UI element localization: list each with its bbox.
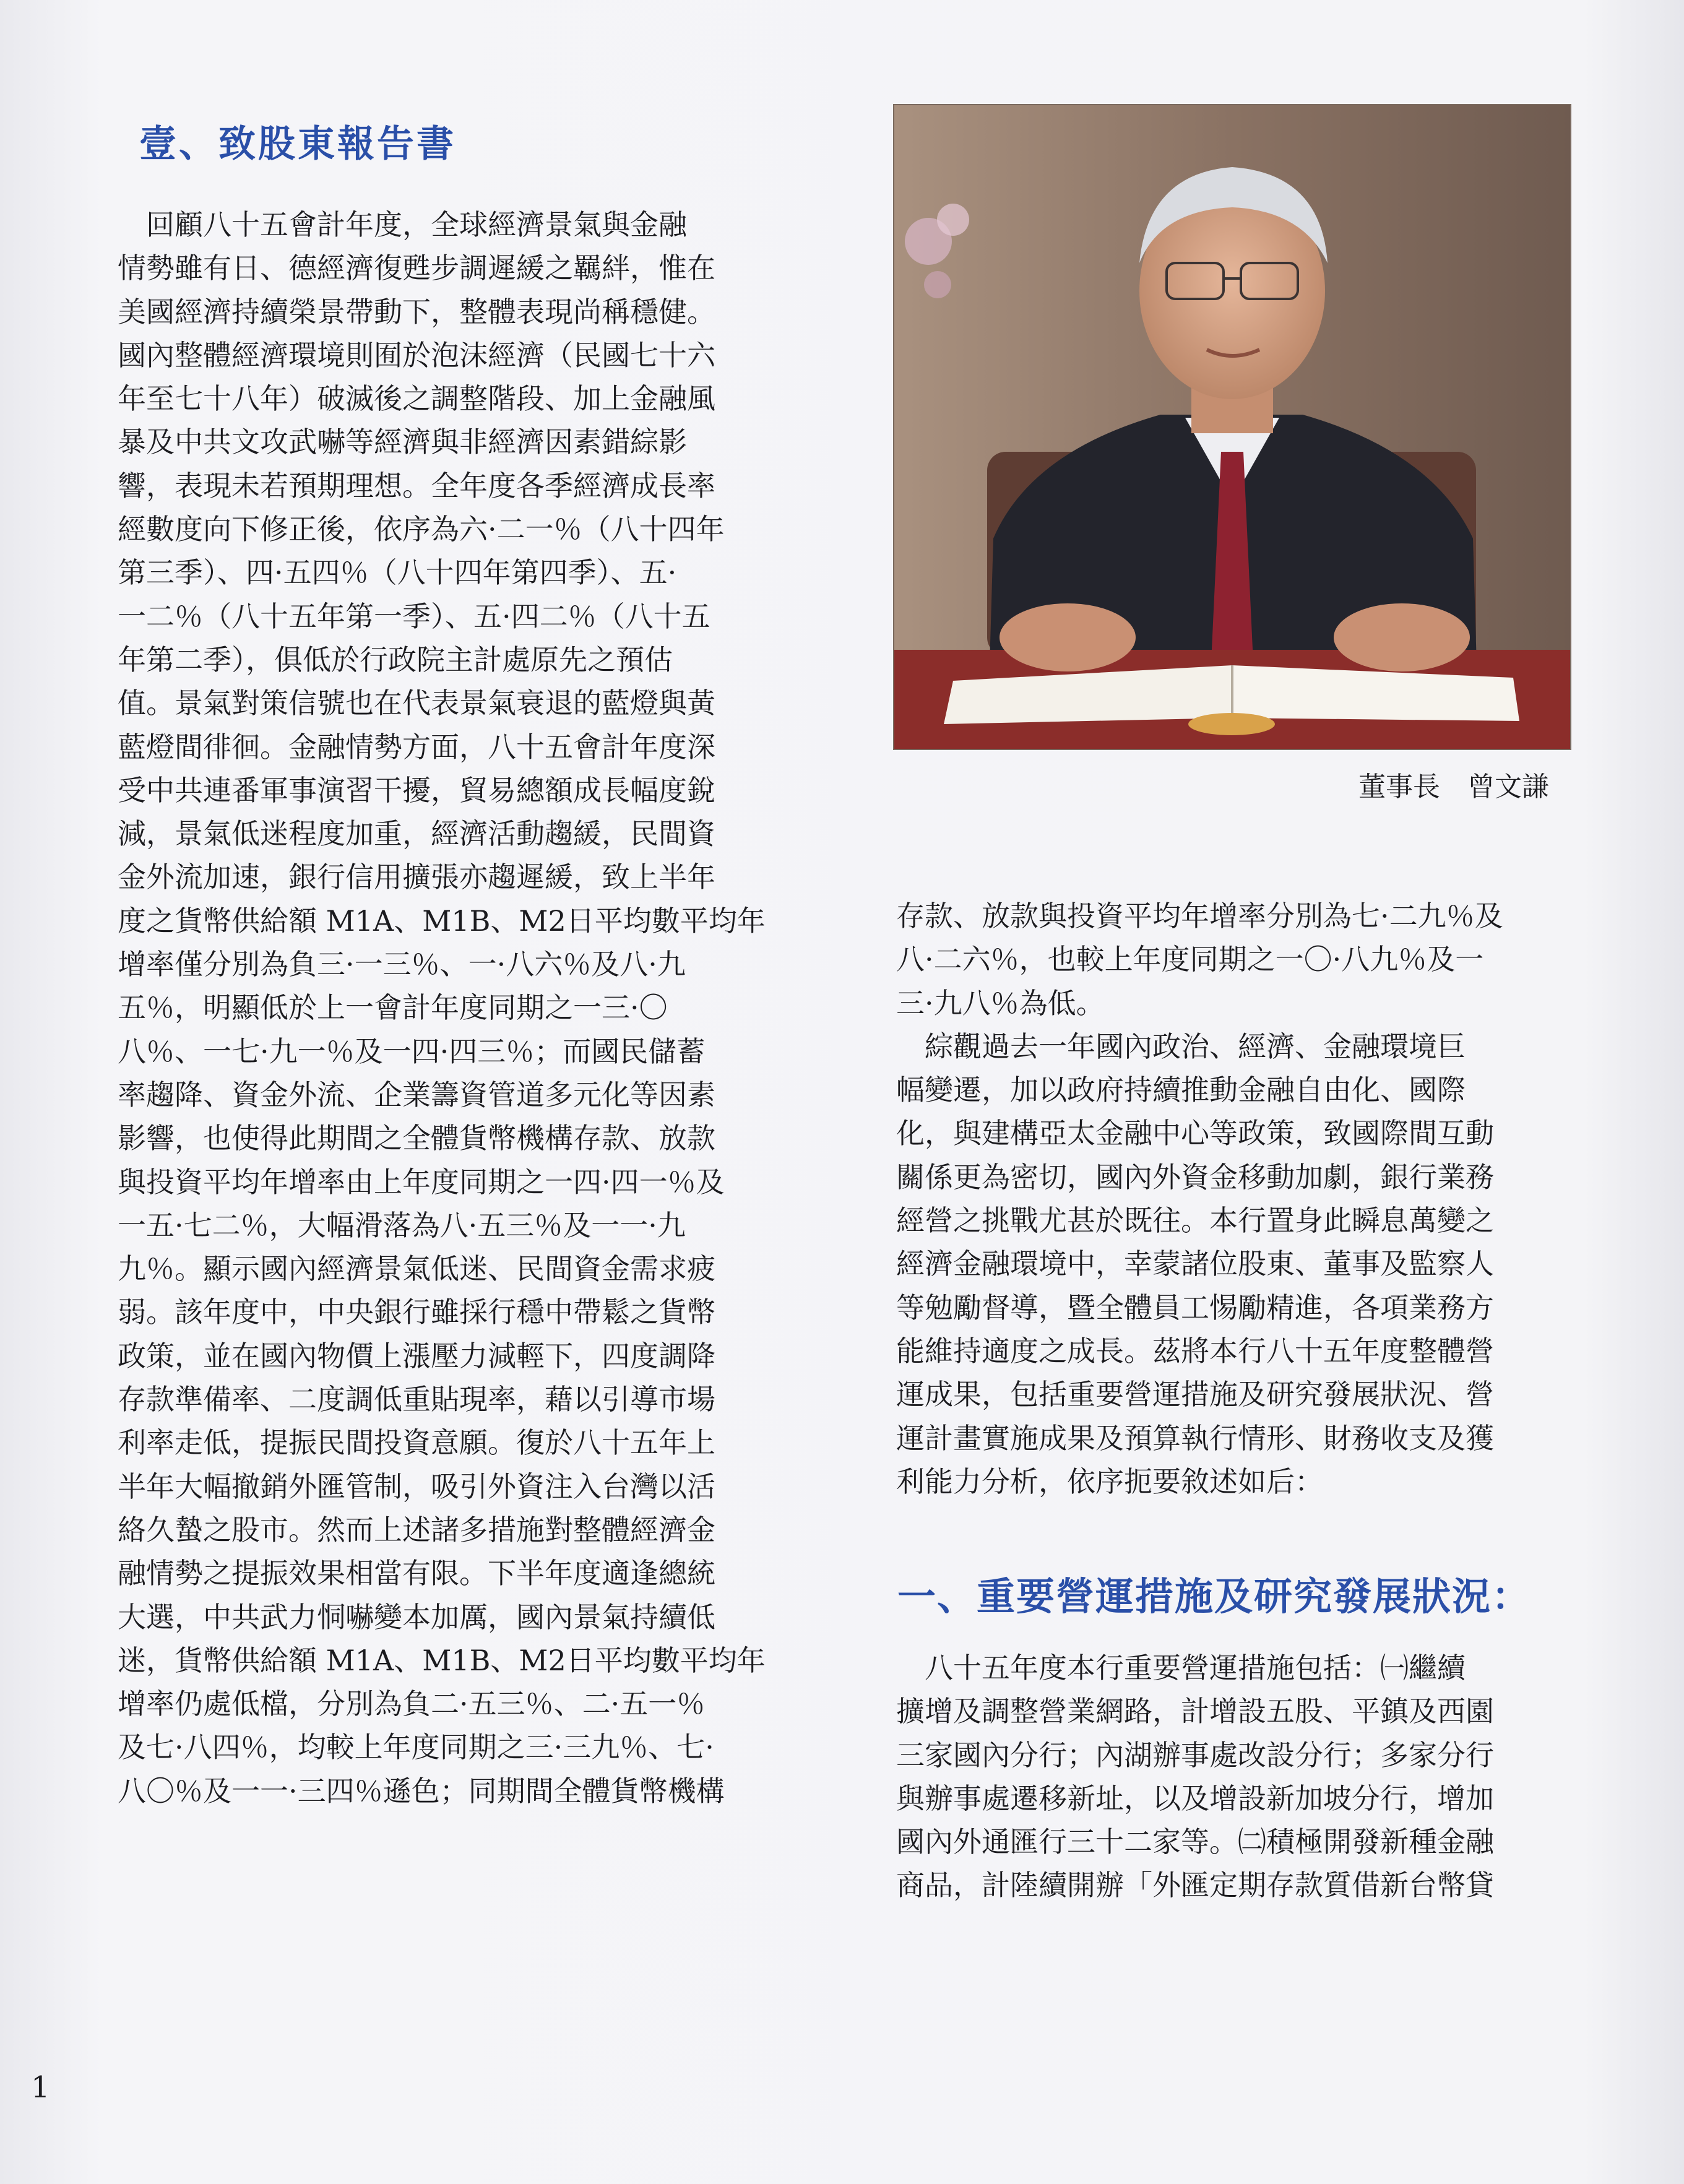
- text-line: 五％，明顯低於上一會計年度同期之一三·〇: [118, 991, 668, 1025]
- text-line: 經營之挑戰尤甚於既往。本行置身此瞬息萬變之: [896, 1204, 1494, 1238]
- text-line: 融情勢之提振效果相當有限。下半年度適逢總統: [118, 1556, 715, 1591]
- left-column-text: [118, 203, 811, 1813]
- text-line: 減，景氣低迷程度加重，經濟活動趨緩，民間資: [118, 817, 715, 851]
- text-line: 運成果，包括重要營運措施及研究發展狀況、營: [896, 1378, 1494, 1412]
- text-line: 利能力分析，依序扼要敘述如后：: [896, 1464, 1323, 1498]
- text-line: 存款、放款與投資平均年增率分別為七·二九％及: [896, 899, 1503, 933]
- text-line: 及七·八四％，均較上年度同期之三·三九％、七·: [118, 1730, 714, 1764]
- text-line: 第三季）、四·五四％（八十四年第四季）、五·: [118, 556, 677, 590]
- text-line: 政策，並在國內物價上漲壓力減輕下，四度調降: [118, 1339, 715, 1373]
- text-line: 受中共連番軍事演習干擾，貿易總額成長幅度銳: [118, 773, 715, 807]
- text-line: 能維持適度之成長。茲將本行八十五年度整體營: [896, 1334, 1494, 1368]
- text-line: 增率僅分別為負三·一三％、一·八六％及八·九: [118, 947, 686, 982]
- text-line: 金外流加速，銀行信用擴張亦趨遲緩，致上半年: [118, 860, 715, 894]
- text-line: 率趨降、資金外流、企業籌資管道多元化等因素: [118, 1077, 715, 1111]
- text-line: 八·二六％，也較上年度同期之一〇·八九％及一: [896, 943, 1484, 977]
- text-line: 度之貨幣供給額 M1A、M1B、M2日平均數平均年: [118, 904, 766, 938]
- text-line: 國內外通匯行三十二家等。㈡積極開發新種金融: [896, 1825, 1494, 1859]
- text-line: 運計畫實施成果及預算執行情形、財務收支及獲: [896, 1421, 1494, 1455]
- text-line: 八〇％及一一·三四％遜色；同期間全體貨幣機構: [118, 1774, 725, 1808]
- text-line: 關係更為密切，國內外資金移動加劇，銀行業務: [896, 1160, 1494, 1194]
- text-line: 存款準備率、二度調低重貼現率，藉以引導市場: [118, 1383, 715, 1417]
- page-number: 1: [31, 2070, 50, 2105]
- text-line: 影響，也使得此期間之全體貨幣機構存款、放款: [118, 1121, 715, 1155]
- section-heading: 一、重要營運措施及研究發展狀況：: [897, 1574, 1532, 1619]
- text-line: 迷，貨幣供給額 M1A、M1B、M2日平均數平均年: [118, 1643, 766, 1677]
- photo-caption: 董事長 曾文謙: [1358, 771, 1549, 803]
- text-line: 八十五年度本行重要營運措施包括：㈠繼續: [896, 1651, 1466, 1685]
- text-line: 三家國內分行；內湖辦事處改設分行；多家分行: [896, 1738, 1494, 1772]
- text-line: 化，與建構亞太金融中心等政策，致國際間互動: [896, 1116, 1494, 1150]
- text-line: 九％。顯示國內經濟景氣低迷、民間資金需求疲: [118, 1252, 715, 1286]
- text-line: 藍燈間徘徊。金融情勢方面，八十五會計年度深: [118, 730, 715, 764]
- right-column-text-top: [896, 894, 1588, 1503]
- text-line: 等勉勵督導，暨全體員工惕勵精進，各項業務方: [896, 1290, 1494, 1324]
- right-column-text-bottom: [896, 1646, 1588, 1907]
- text-line: 大選，中共武力恫嚇變本加厲，國內景氣持續低: [118, 1600, 715, 1634]
- text-line: 一二％（八十五年第一季）、五·四二％（八十五: [118, 599, 710, 633]
- text-line: 半年大幅撤銷外匯管制，吸引外資注入台灣以活: [118, 1469, 715, 1503]
- text-line: 暴及中共文攻武嚇等經濟與非經濟因素錯綜影: [118, 425, 687, 459]
- text-line: 八％、一七·九一％及一四·四三％；而國民儲蓄: [118, 1034, 706, 1068]
- text-line: 弱。該年度中，中央銀行雖採行穩中帶鬆之貨幣: [118, 1295, 715, 1329]
- text-line: 情勢雖有日、德經濟復甦步調遲緩之羈絆，惟在: [118, 251, 715, 285]
- text-line: 幅變遷，加以政府持續推動金融自由化、國際: [896, 1073, 1466, 1107]
- text-line: 年至七十八年）破滅後之調整階段、加上金融風: [118, 382, 715, 416]
- text-line: 年第二季），俱低於行政院主計處原先之預估: [118, 642, 673, 676]
- text-line: 三·九八％為低。: [896, 986, 1105, 1020]
- text-line: 響，表現未若預期理想。全年度各季經濟成長率: [118, 468, 715, 503]
- chairman-photo: [894, 105, 1570, 749]
- text-line: 絡久蟄之股市。然而上述諸多措施對整體經濟金: [118, 1513, 715, 1547]
- report-title: 壹、致股東報告書: [139, 123, 456, 166]
- text-line: 回顧八十五會計年度，全球經濟景氣與金融: [118, 208, 687, 241]
- text-line: 國內整體經濟環境則囿於泡沫經濟（民國七十六: [118, 338, 715, 372]
- text-line: 利率走低，提振民間投資意願。復於八十五年上: [118, 1426, 715, 1460]
- text-line: 擴增及調整營業網路，計增設五股、平鎮及西園: [896, 1694, 1494, 1729]
- text-line: 增率仍處低檔，分別為負二·五三％、二·五一％: [118, 1687, 706, 1721]
- text-line: 美國經濟持續榮景帶動下，整體表現尚稱穩健。: [118, 295, 715, 329]
- text-line: 與投資平均年增率由上年度同期之一四·四一％及: [118, 1165, 725, 1199]
- text-line: 經數度向下修正後，依序為六·二一％（八十四年: [118, 512, 725, 546]
- text-line: 綜觀過去一年國內政治、經濟、金融環境巨: [896, 1029, 1466, 1063]
- text-line: 一五·七二％，大幅滑落為八·五三％及一一·九: [118, 1208, 686, 1242]
- text-line: 值。景氣對策信號也在代表景氣衰退的藍燈與黃: [118, 686, 715, 720]
- text-line: 商品，計陸續開辦「外匯定期存款質借新台幣貸: [896, 1868, 1494, 1902]
- text-line: 與辦事處遷移新址，以及增設新加坡分行，增加: [896, 1781, 1494, 1815]
- text-line: 經濟金融環境中，幸蒙諸位股東、董事及監察人: [896, 1247, 1494, 1281]
